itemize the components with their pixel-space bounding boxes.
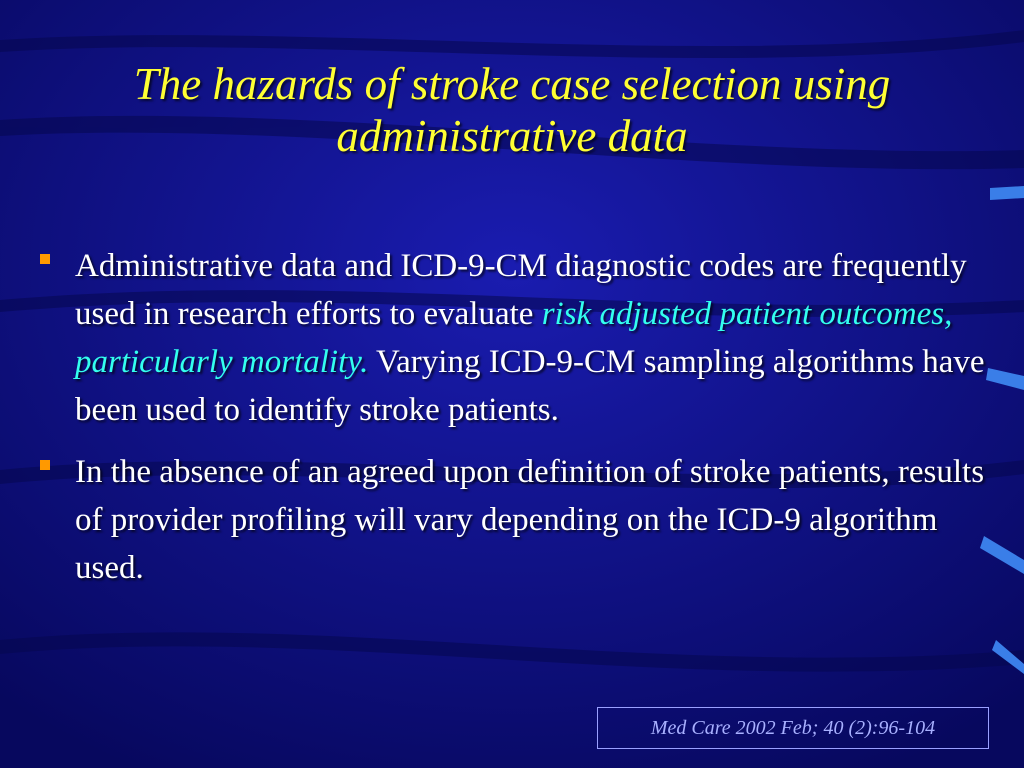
bullet-text-plain: Administrative data and ICD-9-CM diagnostic codes are frequently used in research efforts to evaluate [75, 248, 967, 332]
citation-box [597, 707, 989, 749]
square-bullet-icon [40, 460, 50, 470]
slide-title: The hazards of stroke case selection using administrative data [133, 59, 891, 161]
bullet-text [75, 454, 984, 586]
citation-text: Med Care 2002 Feb; 40 (2):96-104 [650, 716, 936, 739]
bullet-text-highlight: risk adjusted patient outcomes, particularly mortality. [75, 296, 953, 380]
bullet-text-continuation: Varying ICD-9-CM sampling algorithms have been used to identify stroke patients. [75, 344, 985, 428]
bullet-item [38, 242, 988, 434]
bullet-list [38, 242, 988, 592]
bullet-item [38, 448, 988, 592]
square-bullet-icon [40, 254, 50, 264]
bullet-text [75, 248, 985, 428]
bullet-text-plain: In the absence of an agreed upon definition of stroke patients, results of provider profiling will vary depending on the ICD-9 algorithm used. [75, 454, 985, 586]
